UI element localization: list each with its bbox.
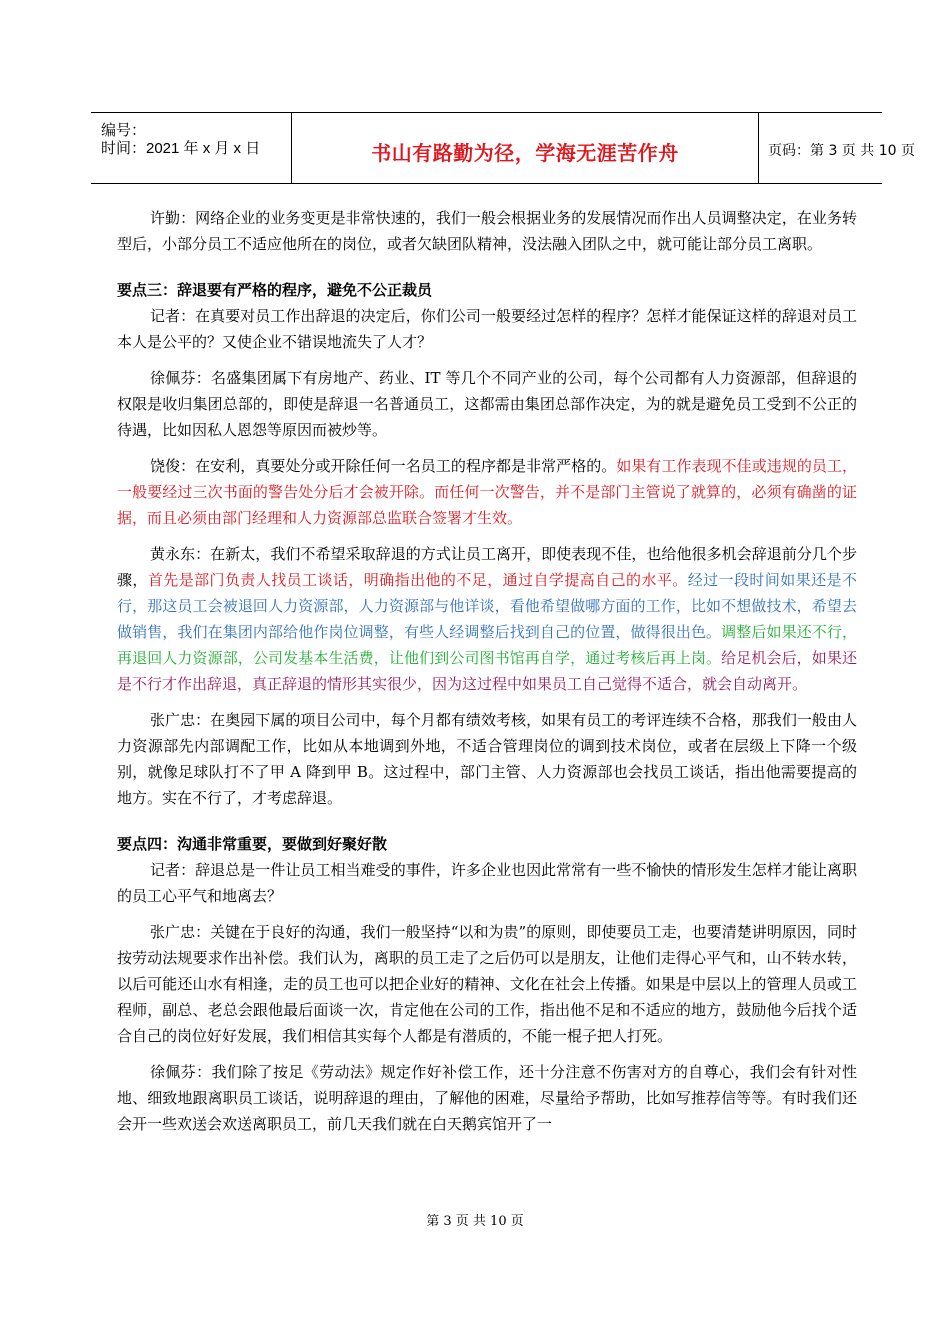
document-header bbox=[91, 112, 915, 184]
document-number-label: 编号： bbox=[101, 122, 147, 139]
header-middle-cell bbox=[291, 113, 759, 183]
paragraph-zhang-guangzhong-2: 张广忠：关键在于良好的沟通，我们一般坚持“以和为贵”的原则，即使要员工走，也要清楚讲明原因，同时按劳动法规要求作出补偿。我们认为，离职的员工走了之后仍可以是朋友，让他们走得心平气和，山不转水转，以后可能还山水有相逢，走的员工也可以把企业好的精神、文化在社会上传播。如果是中层以上的管理人员或工程师，副总、老总会跟他最后面谈一次，肯定他在公司的工作，指出他不足和不适应的地方，鼓励他今后找个适合自己的岗位好好发展，我们相信其实每个人都是有潜质的，不能一棍子把人打死。 bbox=[117, 923, 857, 1045]
paragraph-xu-peifen-1: 徐佩芬：名盛集团属下有房地产、药业、IT 等几个不同产业的公司，每个公司都有人力资源部，但辞退的权限是收归集团总部的，即使是辞退一名普通员工，这都需由集团总部作决定，为的就是避免员工受到不公正的待遇，比如因私人恩怨等原因而被炒等。 bbox=[117, 369, 857, 439]
header-motto: 书山有路勤为径，学海无涯苦作舟 bbox=[371, 141, 679, 165]
paragraph-xu-qin: 许勤：网络企业的业务变更是非常快速的，我们一般会根据业务的发展情况而作出人员调整决定，在业务转型后，小部分员工不适应他所在的岗位，或者欠缺团队精神，没法融入团队之中，就可能让部分员工离职。 bbox=[117, 209, 857, 253]
paragraph-rao-jun bbox=[117, 453, 857, 531]
paragraph-xu-peifen-2: 徐佩芬：我们除了按足《劳动法》规定作好补偿工作，还十分注意不伤害对方的自尊心，我们会有针对性地、细致地跟离职员工谈话，说明辞退的理由，了解他的困难，尽量给予帮助，比如写推荐信等等。有时我们还会开一些欢送会欢送离职员工，前几天我们就在白天鹅宾馆开了一 bbox=[117, 1063, 857, 1133]
section-heading-point-4: 要点四：沟通非常重要，要做到好聚好散 bbox=[117, 835, 388, 853]
header-page-label: 页码：第 3 页 共 10 页 bbox=[768, 143, 915, 159]
document-date-label: 时间：2021 年 x 月 x 日 bbox=[101, 140, 261, 157]
paragraph-reporter-question-2: 记者：辞退总是一件让员工相当难受的事件，许多企业也因此常常有一些不愉快的情形发生怎样才能让离职的员工心平气和地离去？ bbox=[117, 861, 857, 905]
paragraph-zhang-guangzhong-1: 张广忠：在奥园下属的项目公司中，每个月都有绩效考核，如果有员工的考评连续不合格，那我们一般由人力资源部先内部调配工作，比如从本地调到外地，不适合管理岗位的调到技术岗位，或者在层级上下降一个级别，就像足球队打不了甲 A 降到甲 B。这过程中，部门主管、人力资源部也会找员工谈话，指出他需要提高的地方。实在不行了，才考虑辞退。 bbox=[117, 711, 857, 807]
section-heading-point-3: 要点三：辞退要有严格的程序，避免不公正裁员 bbox=[117, 281, 433, 299]
header-left-cell bbox=[91, 113, 291, 183]
rao-jun-intro: 饶俊：在安利，真要处分或开除任何一名员工的程序都是非常严格的。 bbox=[150, 457, 617, 475]
huang-intro: 黄永东：在新太，我们不希望采取辞退的方式让员工离开，即使表现不佳，也给他很多机会辞退前分几个步骤， bbox=[117, 545, 857, 589]
document-body bbox=[117, 205, 857, 1147]
header-right-cell bbox=[758, 113, 915, 183]
page-footer: 第 3 页 共 10 页 bbox=[426, 1214, 524, 1229]
huang-step-4-purple: 给足机会后，如果还是不行才作出辞退，真正辞退的情形其实很少，因为这过程中如果员工自己觉得不适合，就会自动离开。 bbox=[117, 649, 857, 693]
huang-step-1-red: 首先是部门负责人找员工谈话，明确指出他的不足，通过自学提高自己的水平。 bbox=[147, 571, 688, 589]
paragraph-reporter-question-1: 记者：在真要对员工作出辞退的决定后，你们公司一般要经过怎样的程序？怎样才能保证这样的辞退对员工本人是公平的？又使企业不错误地流失了人才？ bbox=[117, 307, 857, 351]
rao-jun-highlight-red: 如果有工作表现不佳或违规的员工，一般要经过三次书面的警告处分后才会被开除。而任何一次警告，并不是部门主管说了就算的，必须有确凿的证据，而且必须由部门经理和人力资源部总监联合签署才生效。 bbox=[117, 457, 857, 527]
huang-step-2-blue: 经过一段时间如果还是不行，那这员工会被退回人力资源部，人力资源部与他详谈，看他希望做哪方面的工作，比如不想做技术，希望去做销售，我们在集团内部给他作岗位调整，有些人经调整后找到自己的位置，做得很出色。 bbox=[117, 571, 857, 641]
huang-step-3-green: 调整后如果还不行，再退回人力资源部，公司发基本生活费，让他们到公司图书馆再自学，通过考核后再上岗。 bbox=[117, 623, 857, 667]
paragraph-huang-yongdong bbox=[117, 541, 857, 697]
